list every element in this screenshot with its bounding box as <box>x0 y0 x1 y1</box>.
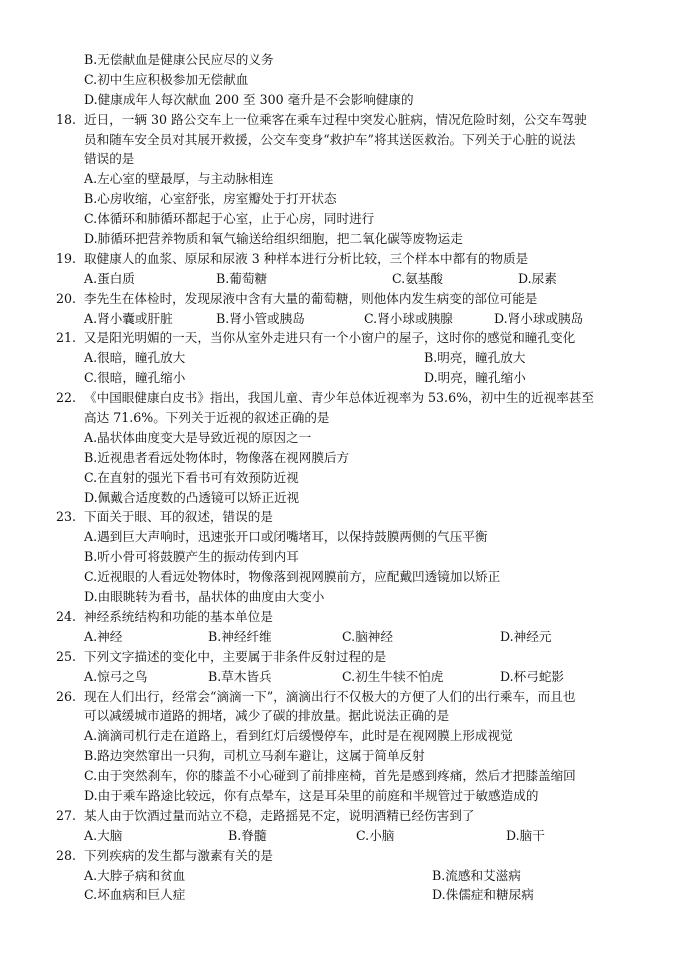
question-18-stem <box>0 110 688 130</box>
option-b: B.流感和艾滋病 <box>432 867 521 883</box>
exam-page <box>0 50 688 905</box>
option-c: C.体循环和肺循环都起于心室，止于心房，同时进行 <box>84 211 375 227</box>
option-d: D.尿素 <box>518 270 557 286</box>
question-23-stem <box>0 507 688 527</box>
option-d: D.佩戴合适度数的凸透镜可以矫正近视 <box>84 489 300 505</box>
option-b: B.葡萄糖 <box>216 270 268 286</box>
option-c: C.氨基酸 <box>392 270 443 286</box>
stem-line: 近日，一辆 30 路公交车上一位乘客在乘车过程中突发心脏病，情况危险时刻，公交车驾驶 <box>84 111 587 127</box>
question-25-stem <box>0 647 688 667</box>
option-b: B.明亮，瞳孔放大 <box>424 350 526 366</box>
question-number: 28. <box>56 847 77 863</box>
question-number: 23. <box>56 509 77 525</box>
option-d: D.脑干 <box>506 827 545 843</box>
option-line: D.健康成年人每次献血 200 至 300 毫升是不会影响健康的 <box>84 91 414 107</box>
option-b: B.草木皆兵 <box>208 668 272 684</box>
option-d: D.肾小球或胰岛 <box>494 310 584 326</box>
option-b: B.肾小管或胰岛 <box>216 310 305 326</box>
option-d: D.杯弓蛇影 <box>500 668 565 684</box>
option-b: B.路边突然窜出一只狗，司机立马刹车避让，这属于简单反射 <box>84 748 425 764</box>
question-25-options <box>0 667 688 687</box>
stem-line: 下列文字描述的变化中，主要属于非条件反射过程的是 <box>84 648 387 664</box>
question-21-options-row2 <box>0 368 688 388</box>
question-21-options-row1 <box>0 348 688 368</box>
option-a: A.蛋白质 <box>84 270 135 286</box>
stem-line: 取健康人的血浆、原尿和尿液 3 种样本进行分析比较，三个样本中都有的物质是 <box>84 250 529 266</box>
option-a: A.滴滴司机行走在道路上，看到红灯后缓慢停车，此时是在视网膜上形成视觉 <box>84 728 513 744</box>
question-20-options <box>0 309 688 329</box>
question-number: 27. <box>56 807 77 823</box>
question-24-options <box>0 627 688 647</box>
option-b: B.听小骨可将鼓膜产生的振动传到内耳 <box>84 549 299 565</box>
option-a: A.肾小囊或肝脏 <box>84 310 173 326</box>
question-number: 19. <box>56 250 77 266</box>
option-a: A.大脖子病和贫血 <box>84 867 186 883</box>
stem-line: 下面关于眼、耳的叙述，错误的是 <box>84 509 273 525</box>
option-d: D.神经元 <box>500 628 552 644</box>
option-c: C.坏血病和巨人症 <box>84 887 186 903</box>
option-c: C.在直射的强光下看书可有效预防近视 <box>84 469 299 485</box>
option-b: B.神经纤维 <box>208 628 272 644</box>
question-22-stem <box>0 388 688 408</box>
stem-line: 可以减缓城市道路的拥堵，减少了碳的排放量。据此说法正确的是 <box>84 708 450 724</box>
stem-line: 现在人们出行，经常会“滴滴一下”，滴滴出行不仅极大的方便了人们的出行乘车，而且也 <box>84 688 576 704</box>
option-c: C.初生牛犊不怕虎 <box>342 668 444 684</box>
question-number: 20. <box>56 290 77 306</box>
question-19-stem <box>0 249 688 269</box>
option-b: B.近视患者看远处物体时，物像落在视网膜后方 <box>84 449 350 465</box>
question-27-stem <box>0 806 688 826</box>
stem-line: 《中国眼健康白皮书》指出，我国儿童、青少年总体近视率为 53.6%，初中生的近视率甚至 <box>84 390 594 406</box>
question-number: 21. <box>56 330 77 346</box>
option-c: C.肾小球或胰腺 <box>364 310 453 326</box>
option-b: B.脊髓 <box>228 827 267 843</box>
question-number: 22. <box>56 390 77 406</box>
option-a: A.左心室的壁最厚，与主动脉相连 <box>84 171 274 187</box>
option-c: C.近视眼的人看远处物体时，物像落到视网膜前方，应配戴凹透镜加以矫正 <box>84 569 501 585</box>
option-c: C.脑神经 <box>342 628 393 644</box>
question-number: 26. <box>56 688 77 704</box>
option-b: B.心房收缩，心室舒张，房室瓣处于打开状态 <box>84 191 337 207</box>
option-a: A.惊弓之鸟 <box>84 668 148 684</box>
question-19-options <box>0 269 688 289</box>
option-c: C.很暗，瞳孔缩小 <box>84 370 186 386</box>
stem-line: 高达 71.6%。下列关于近视的叙述正确的是 <box>84 410 330 426</box>
option-a: A.神经 <box>84 628 123 644</box>
question-28-options-row1 <box>0 866 688 886</box>
question-27-options <box>0 826 688 846</box>
option-a: A.很暗，瞳孔放大 <box>84 350 186 366</box>
option-d: D.由于乘车路途比较远，你有点晕车，这是耳朵里的前庭和半规管过于敏感造成的 <box>84 787 539 803</box>
option-d: D.肺循环把营养物质和氧气输送给组织细胞，把二氧化碳等废物运走 <box>84 231 463 247</box>
option-a: A.大脑 <box>84 827 123 843</box>
option-d: D.由眼眺转为看书，晶状体的曲度由大变小 <box>84 589 325 605</box>
option-a: A.晶状体曲度变大是导致近视的原因之一 <box>84 429 312 445</box>
question-28-stem <box>0 846 688 866</box>
stem-line: 某人由于饮酒过量而站立不稳，走路摇晃不定，说明酒精已经伤害到了 <box>84 807 475 823</box>
question-number: 25. <box>56 648 77 664</box>
stem-line: 李先生在体检时，发现尿液中含有大量的葡萄糖，则他体内发生病变的部位可能是 <box>84 290 538 306</box>
option-c: C.小脑 <box>356 827 395 843</box>
stem-line: 又是阳光明媚的一天，当你从室外走进只有一个小窗户的屋子，这时你的感觉和瞳孔变化 <box>84 330 576 346</box>
question-number: 18. <box>56 111 77 127</box>
stem-line: 下列疾病的发生都与激素有关的是 <box>84 847 273 863</box>
option-c: C.由于突然刹车，你的膝盖不小心碰到了前排座椅，首先是感到疼痛，然后才把膝盖缩回 <box>84 768 576 784</box>
stem-line: 神经系统结构和功能的基本单位是 <box>84 608 273 624</box>
question-28-options-row2 <box>0 885 688 905</box>
option-line: C.初中生应积极参加无偿献血 <box>84 71 249 87</box>
question-24-stem <box>0 607 688 627</box>
stem-line: 错误的是 <box>84 151 135 167</box>
stem-line: 员和随车安全员对其展开救援，公交车变身“救护车”将其送医救治。下列关于心脏的说法 <box>84 131 576 147</box>
option-d: D.明亮，瞳孔缩小 <box>424 370 526 386</box>
option-d: D.侏儒症和糖尿病 <box>432 887 534 903</box>
option-line: B.无偿献血是健康公民应尽的义务 <box>84 52 274 67</box>
question-26-stem <box>0 687 688 707</box>
option-a: A.遇到巨大声响时，迅速张开口或闭嘴堵耳，以保持鼓膜两侧的气压平衡 <box>84 529 488 545</box>
question-20-stem <box>0 289 688 309</box>
question-number: 24. <box>56 608 77 624</box>
question-21-stem <box>0 328 688 348</box>
